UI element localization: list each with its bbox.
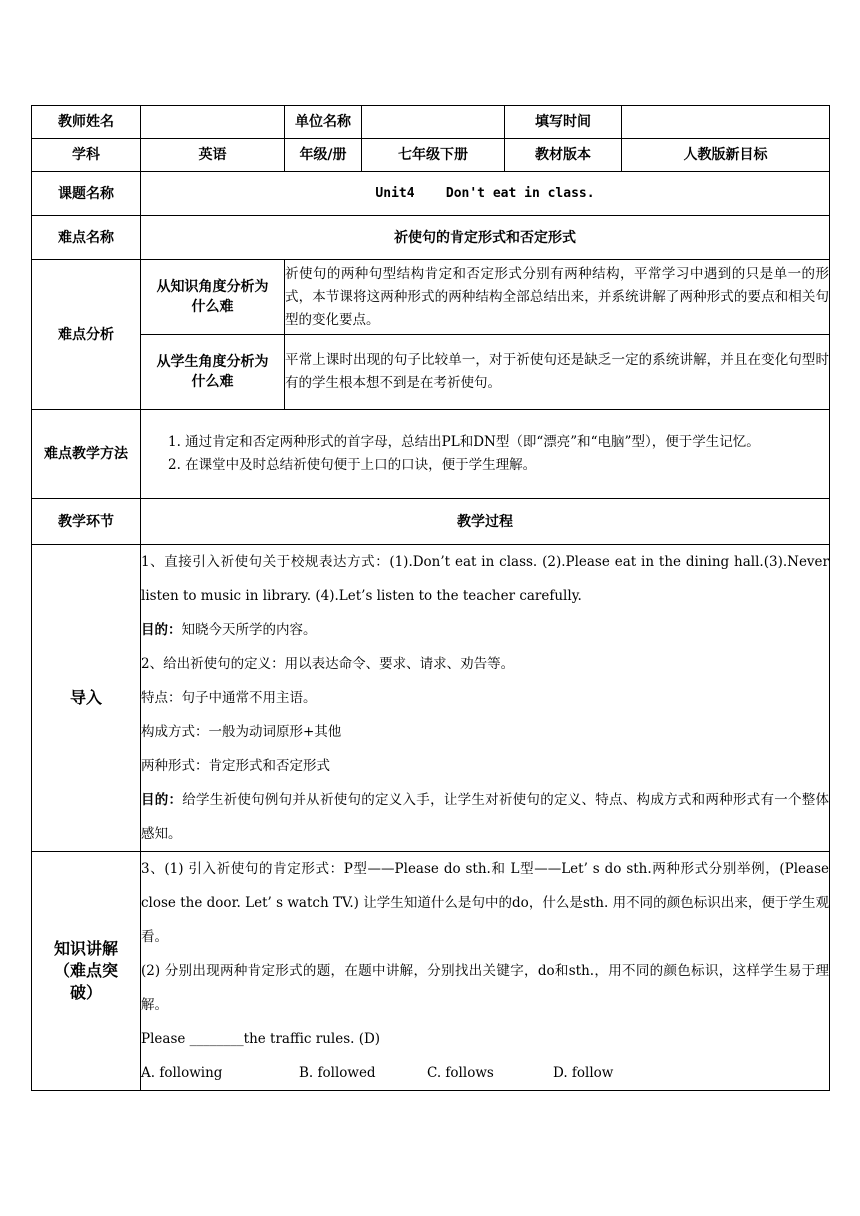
analysis-row-knowledge (32, 260, 830, 335)
topic-label: 课题名称 (32, 172, 141, 216)
topic-row (32, 172, 830, 216)
exercise-question: Please ________the traffic rules. (D) (141, 1031, 381, 1047)
lesson-plan-table (31, 105, 830, 1091)
subject-label: 学科 (32, 139, 141, 172)
knowledge-line-1: 3、(1) 引入祈使句的肯定形式：P型——Please do sth.和 L型——Let’ s do sth.两种形式分别举例，(Please close the door. Let’ s watch TV.) 让学生知道什么是句中的do，什么是sth. 用不同的颜色标识出来，便于学生观看。 (141, 861, 829, 945)
knowledge-label: 知识讲解（难点突破） (32, 852, 141, 1091)
difficulty-value: 祈使句的肯定形式和否定形式 (141, 216, 830, 260)
purpose-key: 目的： (141, 622, 182, 638)
option-c: C. follows (427, 1065, 494, 1081)
grade-value: 七年级下册 (362, 139, 505, 172)
intro-line-3: 2、给出祈使句的定义：用以表达命令、要求、请求、劝告等。 (141, 656, 515, 672)
edition-value: 人教版新目标 (622, 139, 830, 172)
method-content (141, 410, 830, 499)
process-header: 教学过程 (141, 499, 830, 545)
purpose-text: 知晓今天所学的内容。 (181, 622, 317, 638)
knowledge-row (32, 852, 830, 1091)
unit-label: 单位名称 (285, 106, 362, 139)
exercise-options (141, 1056, 829, 1090)
student-angle-text: 平常上课时出现的句子比较单一，对于祈使句还是缺乏一定的系统讲解，并且在变化句型时有的学生根本想不到是在考祈使句。 (285, 335, 830, 410)
intro-line-4: 特点：句子中通常不用主语。 (141, 690, 317, 706)
student-angle-label: 从学生角度分析为什么难 (141, 335, 285, 410)
knowledge-line-2: (2) 分别出现两种肯定形式的题，在题中讲解，分别找出关键字，do和sth.，用不同的颜色标识，这样学生易于理解。 (141, 963, 829, 1013)
time-value (622, 106, 830, 139)
method-item-2: 2. 在课堂中及时总结祈使句便于上口的口诀，便于学生理解。 (168, 457, 537, 473)
method-item-1: 1. 通过肯定和否定两种形式的首字母，总结出PL和DN型（即“漂亮”和“电脑”型），便于学生记忆。 (168, 434, 760, 450)
purpose-text-2: 给学生祈使句例句并从祈使句的定义入手，让学生对祈使句的定义、特点、构成方式和两种形式有一个整体感知。 (141, 792, 829, 842)
option-d: D. follow (553, 1065, 614, 1081)
time-label: 填写时间 (505, 106, 622, 139)
intro-line-7 (141, 783, 829, 851)
process-header-row (32, 499, 830, 545)
knowledge-angle-text: 祈使句的两种句型结构肯定和否定形式分别有两种结构，平常学习中遇到的只是单一的形式，本节课将这两种形式的两种结构全部总结出来，并系统讲解了两种形式的要点和相关句型的变化要点。 (285, 260, 830, 335)
teacher-value (141, 106, 285, 139)
grade-label: 年级/册 (285, 139, 362, 172)
knowledge-content (141, 852, 830, 1091)
topic-value: Unit4 Don't eat in class. (141, 172, 830, 216)
intro-content (141, 545, 830, 852)
analysis-label: 难点分析 (32, 260, 141, 410)
unit-value (362, 106, 505, 139)
teacher-label: 教师姓名 (32, 106, 141, 139)
option-a: A. following (141, 1065, 223, 1081)
purpose-key-2: 目的： (141, 792, 183, 808)
difficulty-row (32, 216, 830, 260)
option-b: B. followed (299, 1065, 376, 1081)
intro-line-2 (141, 613, 829, 647)
header-row-1 (32, 106, 830, 139)
subject-value: 英语 (141, 139, 285, 172)
knowledge-angle-label: 从知识角度分析为什么难 (141, 260, 285, 335)
intro-line-1: 1、直接引入祈使句关于校规表达方式：(1).Don’t eat in class. (2).Please eat in the dining hall.(3).Never listen to music in library. (4).Let’s listen to the teacher carefully. (141, 554, 829, 604)
difficulty-label: 难点名称 (32, 216, 141, 260)
intro-line-5: 构成方式：一般为动词原形+其他 (141, 724, 342, 740)
header-row-2 (32, 139, 830, 172)
intro-row (32, 545, 830, 852)
edition-label: 教材版本 (505, 139, 622, 172)
analysis-row-student (32, 335, 830, 410)
method-label: 难点教学方法 (32, 410, 141, 499)
method-row (32, 410, 830, 499)
stage-header: 教学环节 (32, 499, 141, 545)
intro-line-6: 两种形式：肯定形式和否定形式 (141, 758, 330, 774)
intro-label: 导入 (32, 545, 141, 852)
